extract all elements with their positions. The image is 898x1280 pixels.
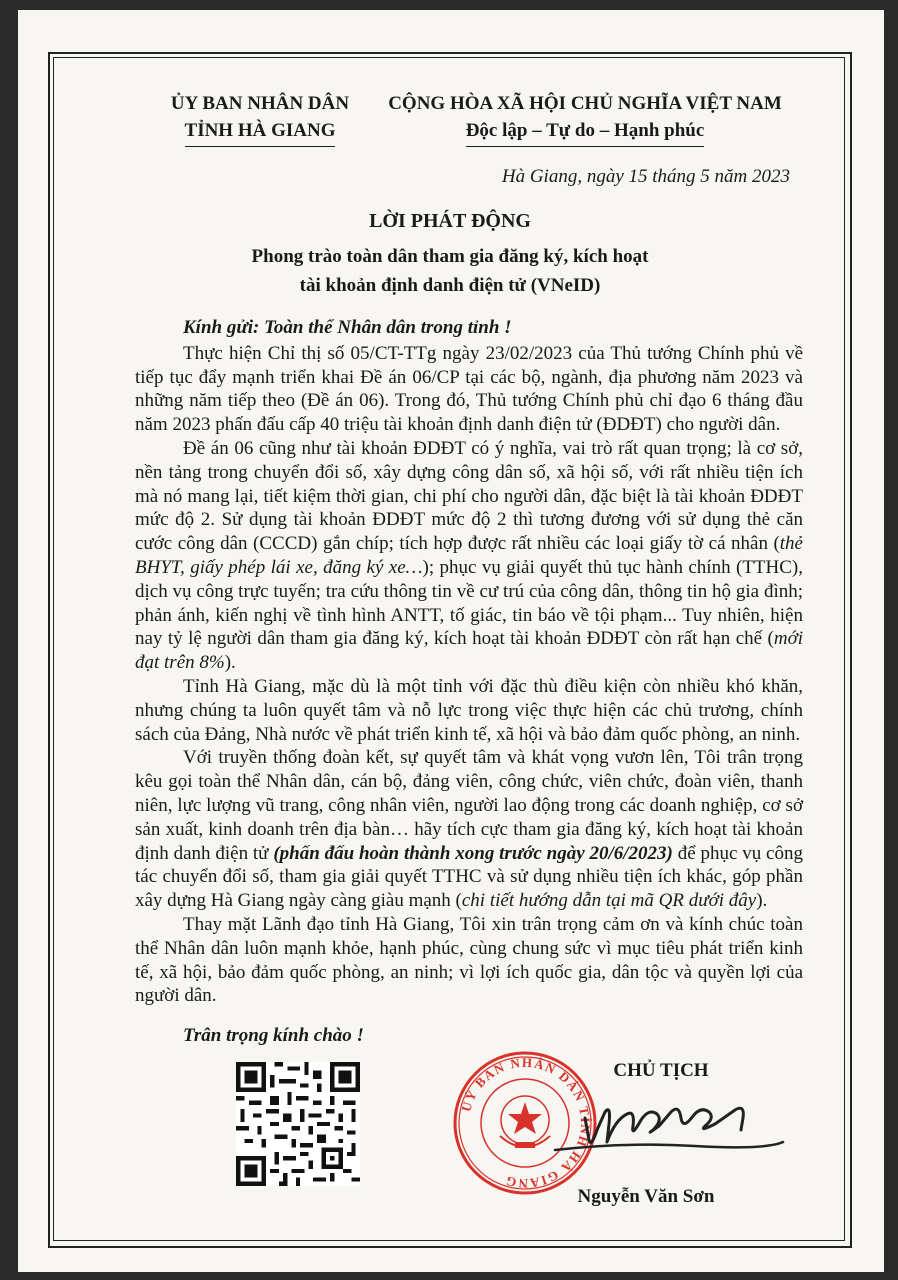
qr-code-icon[interactable] xyxy=(236,1062,360,1186)
document-subtitle xyxy=(100,242,800,300)
subtitle-line1: Phong trào toàn dân tham gia đăng ký, kích hoạt xyxy=(251,246,649,267)
paragraph-2-text-c: ). xyxy=(224,652,236,674)
paragraph-4 xyxy=(135,746,803,913)
svg-text:UỶ BAN NHÂN DÂN TỈNH HÀ GIANG: UỶ BAN NHÂN DÂN TỈNH HÀ GIANG xyxy=(458,1054,594,1192)
subtitle-line2: tài khoản định danh điện tử (VNeID) xyxy=(299,275,601,296)
handwritten-signature xyxy=(545,1090,785,1170)
paragraph-3: Tỉnh Hà Giang, mặc dù là một tỉnh với đặc thù điều kiện còn nhiều khó khăn, nhưng chúng ta luôn quyết tâm và nỗ lực trong việc thực hiện các chủ trương, chính sách của Đảng, Nhà nước về phát triển kinh tế, xã hội và bảo đảm quốc phòng, an ninh. xyxy=(135,675,803,745)
greeting: Kính gửi: Toàn thể Nhân dân trong tỉnh ! xyxy=(183,317,512,338)
paragraph-4-text-a: Với truyền thống đoàn kết, sự quyết tâm và khát vọng vươn lên, Tôi trân trọng kêu gọi toàn thể Nhân dân, cán bộ, đảng viên, công chức, viên chức, đoàn viên, thanh niên, lực lượng vũ trang, công nhân viên, người lao động trong các doanh nghiệp, cơ sở sản xuất, kinh doanh trên địa bàn… hãy tích cực tham gia đăng ký, kích hoạt tài khoản định danh điện tử xyxy=(135,747,803,864)
paragraph-4-text-b: để phục vụ công tác chuyển đổi số, tham gia giải quyết TTHC và sử dụng nhiều tiện ích khác, góp phần xây dựng Hà Giang ngày càng giàu mạnh ( xyxy=(135,842,803,912)
paragraph-5: Thay mặt Lãnh đạo tỉnh Hà Giang, Tôi xin trân trọng cảm ơn và kính chúc toàn thể Nhân dân luôn mạnh khỏe, hạnh phúc, cùng chung sức vì mục tiêu phát triển kinh tế, xã hội, bảo đảm quốc phòng, an ninh; vì lợi ích quốc gia, dân tộc và quyền lợi của người dân. xyxy=(135,913,803,1007)
paragraph-4-italic: chi tiết hướng dẫn tại mã QR dưới đây xyxy=(461,890,757,912)
motto-line2: Độc lập – Tự do – Hạnh phúc xyxy=(466,117,705,147)
paragraph-2-text-a: Đề án 06 cũng như tài khoản ĐDĐT có ý nghĩa, vai trò rất quan trọng; là cơ sở, nền tảng trong chuyển đổi số, xây dựng công dân số, xã hội số, với rất nhiều tiện ích mà nó mang lại, tiết kiệm thời gian, chi phí cho người dân, đặc biệt là tài khoản ĐDĐT mức độ 2. Sử dụng tài khoản ĐDĐT mức độ 2 thì tương đương với sử dụng thẻ căn cước công dân (CCCD) gắn chíp; tích hợp được rất nhiều các loại giấy tờ cá nhân ( xyxy=(135,437,803,555)
document-date: Hà Giang, ngày 15 tháng 5 năm 2023 xyxy=(501,166,790,187)
authority-line2: TỈNH HÀ GIANG xyxy=(185,117,336,147)
paragraph-4-deadline: (phấn đấu hoàn thành xong trước ngày 20/6/2023) xyxy=(273,842,673,864)
paragraph-4-text-c: ). xyxy=(756,890,768,912)
national-motto xyxy=(380,90,790,147)
signer-name: Nguyễn Văn Sơn xyxy=(577,1186,715,1207)
document-body xyxy=(135,316,803,1008)
closing-salutation: Trân trọng kính chào ! xyxy=(183,1025,364,1046)
signer-title: CHỦ TỊCH xyxy=(613,1060,709,1081)
paragraph-2-italic-a: thẻ BHYT, giấy phép lái xe, đăng ký xe… xyxy=(135,533,803,578)
motto-line1: CỘNG HÒA XÃ HỘI CHỦ NGHĨA VIỆT NAM xyxy=(388,93,782,114)
paragraph-1: Thực hiện Chỉ thị số 05/CT-TTg ngày 23/02/2023 của Thủ tướng Chính phủ về tiếp tục đẩy mạnh triển khai Đề án 06/CP tại các bộ, ngành, địa phương năm 2023 và những năm tiếp theo (Đề án 06). Trong đó, Thủ tướng Chính phủ chỉ đạo 6 tháng đầu năm 2023 phấn đấu cấp 40 triệu tài khoản định danh điện tử (ĐDĐT) cho người dân. xyxy=(135,342,803,436)
paragraph-2 xyxy=(135,437,803,675)
issuing-authority xyxy=(135,90,385,147)
document-title: LỜI PHÁT ĐỘNG xyxy=(369,210,531,232)
authority-line1: ỦY BAN NHÂN DÂN xyxy=(170,93,350,114)
paragraph-2-text-b: ); phục vụ giải quyết thủ tục hành chính (TTHC), dịch vụ công trực tuyến; tra cứu thông tin về cư trú của công dân, thông tin hộ gia đình; phản ánh, kiến nghị về tình hình ANTT, tố giác, tin báo về tội phạm... Tuy nhiên, hiện nay tỷ lệ người dân tham gia đăng ký, kích hoạt tài khoản ĐDĐT còn rất hạn chế ( xyxy=(135,556,803,650)
paragraph-2-italic-b: mới đạt trên 8% xyxy=(135,628,803,674)
